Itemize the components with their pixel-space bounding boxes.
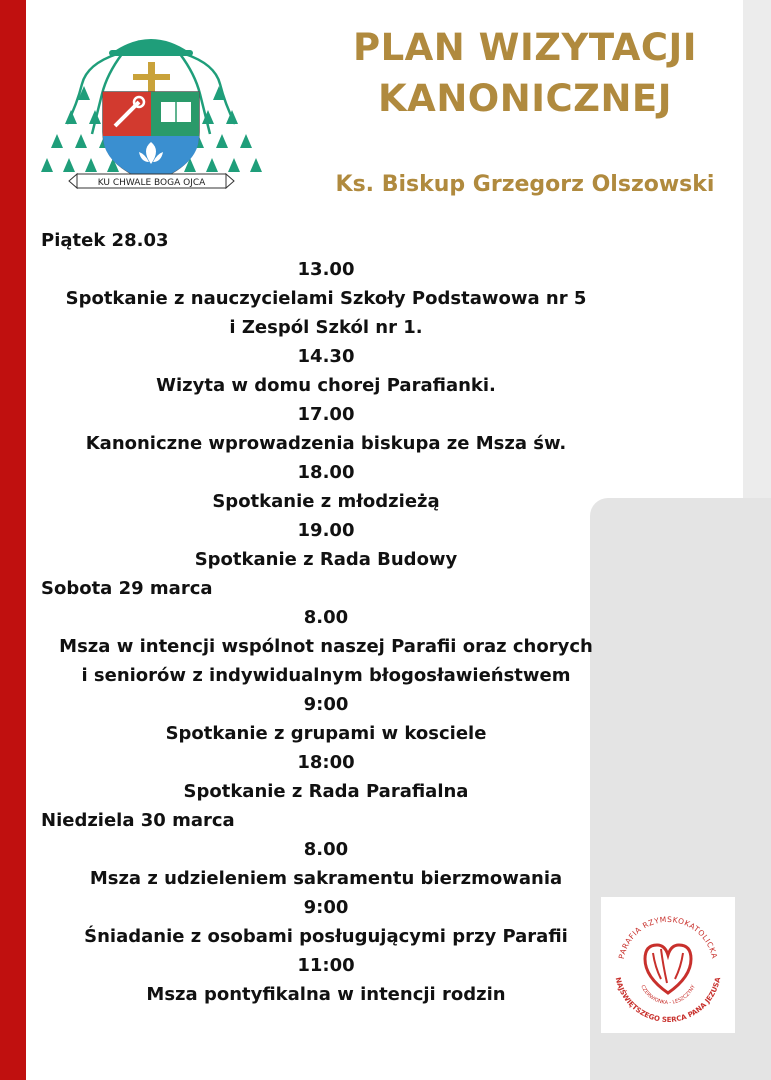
event-description: Spotkanie z Rada Parafialna	[183, 781, 469, 802]
event-time: 8.00	[303, 839, 349, 860]
day-label: Sobota 29 marca	[41, 578, 213, 599]
visit-schedule	[26, 226, 626, 1009]
parish-bottom-text: NAJŚWIĘTSZEGO SERCA PANA JEZUSA	[613, 976, 723, 1025]
parish-middle-text: CZERWIONKA - LESZCZYNY	[639, 984, 697, 1007]
day-label: Piątek 28.03	[41, 230, 169, 251]
event-description: Kanoniczne wprowadzenia biskupa ze Msza św.	[85, 433, 567, 454]
bishop-coat-of-arms	[27, 14, 276, 201]
bishop-name: Ks. Biskup Grzegorz Olszowski	[335, 172, 715, 197]
event-description: Wizyta w domu chorej Parafianki.	[156, 375, 496, 396]
event-time: 18.00	[297, 462, 355, 483]
event-time: 9:00	[303, 897, 349, 918]
day-label: Niedziela 30 marca	[41, 810, 235, 831]
title-line-2: KANONICZNEJ	[378, 77, 672, 120]
event-description: Spotkanie z młodzieżą	[212, 491, 440, 512]
event-description: Msza pontyfikalna w intencji rodzin	[146, 984, 506, 1005]
parish-top-text: PARAFIA RZYMSKOKATOLICKA	[616, 914, 720, 960]
heart-logo-icon	[601, 897, 735, 1033]
left-red-bar	[0, 0, 26, 1080]
event-description: Spotkanie z nauczycielami Szkoły Podstawowa nr 5	[65, 288, 587, 309]
event-description: Spotkanie z grupami w kosciele	[165, 723, 487, 744]
event-description: Msza w intencji wspólnot naszej Parafii oraz chorych	[59, 636, 593, 657]
event-time: 14.30	[297, 346, 355, 367]
event-time: 17.00	[297, 404, 355, 425]
event-description: i seniorów z indywidualnym błogosławieństwem	[81, 665, 571, 686]
event-time: 19.00	[297, 520, 355, 541]
event-time: 18:00	[297, 752, 355, 773]
event-description: Msza z udzieleniem sakramentu bierzmowania	[89, 868, 563, 889]
coat-of-arms-icon	[27, 14, 276, 201]
event-description: Spotkanie z Rada Budowy	[194, 549, 458, 570]
event-time: 8.00	[303, 607, 349, 628]
event-time: 13.00	[297, 259, 355, 280]
event-time: 9:00	[303, 694, 349, 715]
event-time: 11:00	[297, 955, 355, 976]
coat-motto: KU CHWALE BOGA OJCA	[97, 178, 206, 188]
page-title	[290, 22, 760, 124]
title-line-1: PLAN WIZYTACJI	[352, 26, 698, 69]
parish-logo	[601, 897, 735, 1033]
event-description: Śniadanie z osobami posługującymi przy Parafii	[84, 926, 568, 947]
event-description: i Zespól Szkól nr 1.	[229, 317, 423, 338]
